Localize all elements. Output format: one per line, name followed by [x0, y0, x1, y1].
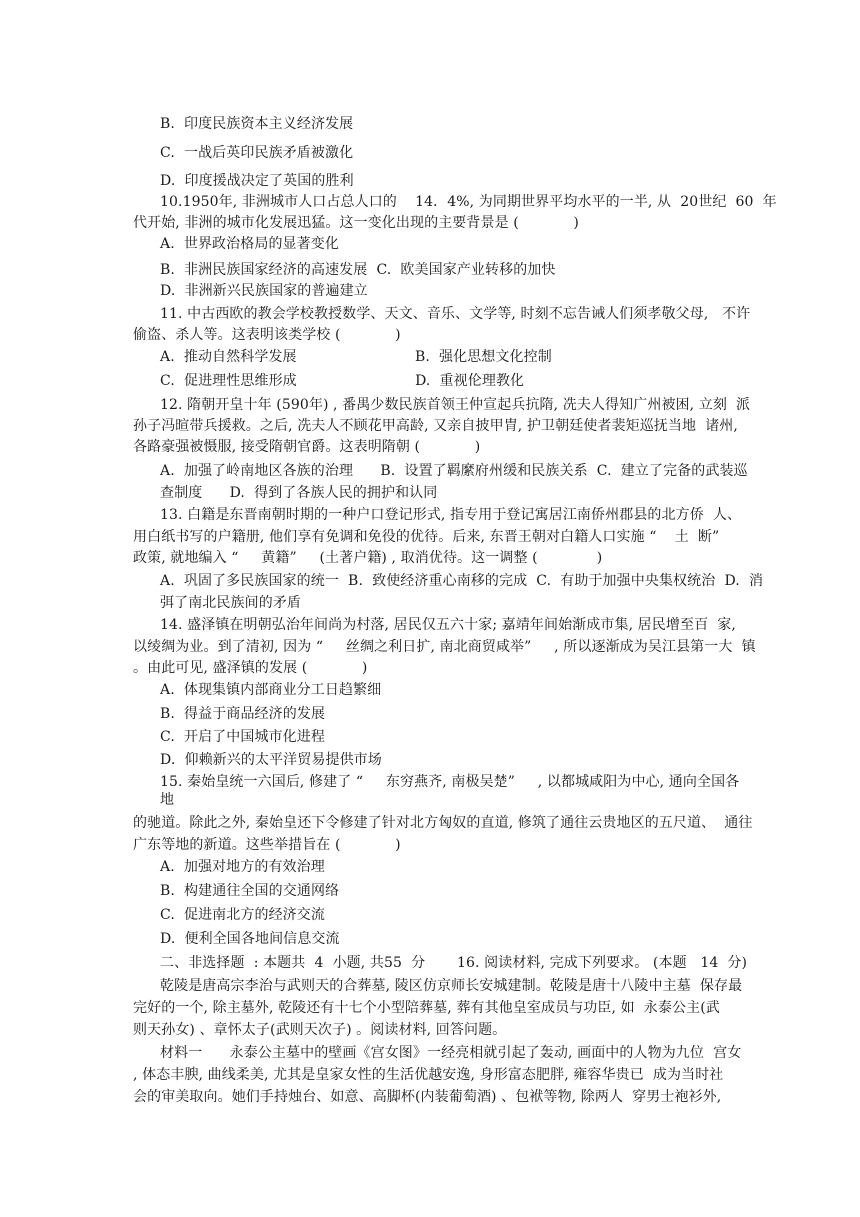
q9-option-b: B. 印度民族资本主义经济发展	[160, 116, 354, 132]
q9-option-d: D. 印度援战决定了英国的胜利	[160, 173, 354, 189]
q14-option-b: B. 得益于商品经济的发展	[160, 706, 326, 722]
q11-stem-line1: 11. 中古西欧的教会学校教授数学、天文、音乐、文学等, 时刻不忘告诫人们须孝敬父母, 不许	[160, 306, 751, 322]
q16-intro-line2: 完好的一个, 除主墓外, 乾陵还有十七个小型陪葬墓, 葬有其他皇室成员与功臣, 如 永泰公主(武	[133, 1000, 720, 1016]
q10-option-d: D. 非洲新兴民族国家的普遍建立	[160, 283, 368, 299]
q11-stem-line2: 偷盗、杀人等。这表明该类学校 ( )	[133, 327, 401, 343]
q10-option-a: A. 世界政治格局的显著变化	[160, 236, 339, 252]
q12-stem-line1: 12. 隋朝开皇十年 (590年) , 番禺少数民族首领王仲宣起兵抗隋, 冼夫人得知广州被困, 立刻 派	[160, 397, 751, 413]
q15-option-c: C. 促进南北方的经济交流	[160, 907, 325, 923]
q15-option-b: B. 构建通往全国的交通网络	[160, 883, 340, 899]
q15-stem-line2: 的驰道。除此之外, 秦始皇还下令修建了针对北方匈奴的直道, 修筑了通往云贵地区的五尺道、 通往	[133, 815, 753, 831]
q15-stem-line1b: 地	[160, 792, 175, 808]
q10-stem-line2: 代开始, 非洲的城市化发展迅猛。这一变化出现的主要背景是 ( )	[133, 215, 579, 231]
q11-option-c-d: C. 促进理性思维形成 D. 重视伦理教化	[160, 373, 525, 389]
q15-stem-line3: 广东等地的新道。这些举措旨在 ( )	[133, 837, 401, 853]
q13-stem-line2: 用白纸书写的户籍册, 他们享有免调和免役的优待。后来, 东晋王朝对白籍人口实施 “ 土 断”	[133, 529, 720, 545]
q12-options-line1: A. 加强了岭南地区各族的治理 B. 设置了羁縻府州缓和民族关系 C. 建立了完备的武装巡	[160, 463, 748, 479]
q12-options-line2: 查制度 D. 得到了各族人民的拥护和认同	[160, 485, 438, 501]
q11-option-a-b: A. 推动自然科学发展 B. 强化思想文化控制	[160, 349, 552, 365]
q10-option-b-c: B. 非洲民族国家经济的高速发展 C. 欧美国家产业转移的加快	[160, 262, 556, 278]
q14-option-a: A. 体现集镇内部商业分工日趋繁细	[160, 682, 382, 698]
q15-option-d: D. 便利全国各地间信息交流	[160, 931, 340, 947]
q12-stem-line2: 孙子冯暄带兵援救。之后, 冼夫人不顾花甲高龄, 又亲自披甲胄, 护卫朝廷使者裴矩巡抚当地 诸州,	[133, 418, 738, 434]
section-two-heading: 二、非选择题 : 本题共 4 小题, 共55 分 16. 阅读材料, 完成下列要求。 (本题 14 分)	[160, 955, 748, 971]
material-one-line3: 会的审美取向。她们手持烛台、如意、高脚杯(内装葡萄酒) 、包袱等物, 除两人 穿男士袍衫外,	[133, 1089, 722, 1105]
q13-stem-line3: 政策, 就地编入 “ 黄籍” (土著户籍) , 取消优待。这一调整 ( )	[133, 550, 603, 566]
material-one-line2: , 体态丰腴, 曲线柔美, 尤其是皇家女性的生活优越安逸, 身形富态肥胖, 雍容华贵已 成为当时社	[133, 1067, 724, 1083]
q16-intro-line3: 则天孙女) 、章怀太子(武则天次子) 。阅读材料, 回答问题。	[133, 1022, 507, 1038]
q15-option-a: A. 加强对地方的有效治理	[160, 859, 325, 875]
q13-options-line2: 弭了南北民族间的矛盾	[160, 595, 301, 611]
material-one-line1: 材料一 永泰公主墓中的壁画《宫女图》一经亮相就引起了轰动, 画面中的人物为九位 宫女	[160, 1045, 742, 1061]
q13-stem-line1: 13. 白籍是东晋南朝时期的一种户口登记形式, 指专用于登记寓居江南侨州郡县的北方侨 人、	[160, 507, 742, 523]
q14-option-c: C. 开启了中国城市化进程	[160, 729, 325, 745]
q16-intro-line1: 乾陵是唐高宗李治与武则天的合葬墓, 陵区仿京师长安城建制。乾陵是唐十八陵中主墓 保存最	[160, 978, 743, 994]
q15-stem-line1: 15. 秦始皇统一六国后, 修建了 “ 东穷燕齐, 南极吴楚” , 以都城咸阳为中心, 通向全国各	[160, 774, 740, 790]
q14-option-d: D. 仰赖新兴的太平洋贸易提供市场	[160, 752, 382, 768]
q14-stem-line1: 14. 盛泽镇在明朝弘治年间尚为村落, 居民仅五六十家; 嘉靖年间始渐成市集, 居民增至百 家,	[160, 617, 736, 633]
q14-stem-line2: 以绫绸为业。到了清初, 因为 “ 丝绸之利日扩, 南北商贸咸举” , 所以逐渐成为吴江县第一大 镇	[133, 639, 756, 655]
q12-stem-line3: 各路豪强被慑服, 接受隋朝官爵。这表明隋朝 ( )	[133, 439, 481, 455]
q13-options-line1: A. 巩固了多民族国家的统一 B. 致使经济重心南移的完成 C. 有助于加强中央集权统治 D. 消	[160, 573, 764, 589]
q9-option-c: C. 一战后英印民族矛盾被激化	[160, 145, 354, 161]
q10-stem-line1: 10.1950年, 非洲城市人口占总人口的 14．4%, 为同期世界平均水平的一半, 从 20世纪 60 年	[160, 194, 777, 210]
q14-stem-line3: 。由此可见, 盛泽镇的发展 ( )	[133, 660, 368, 676]
